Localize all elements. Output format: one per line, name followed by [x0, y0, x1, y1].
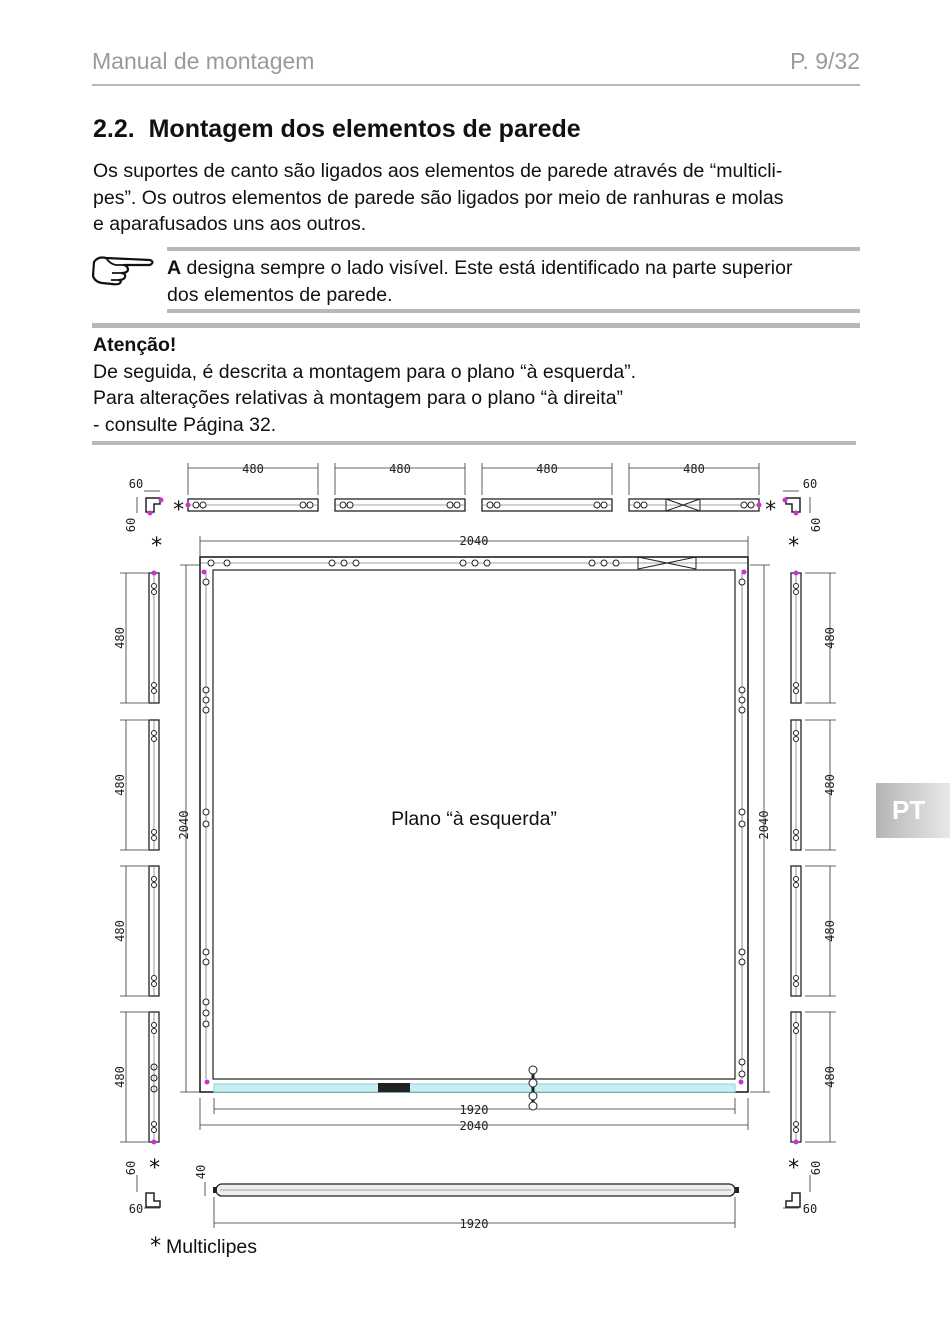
dim-rail-width: 1920: [459, 1217, 489, 1231]
asterisk-marker: *: [764, 498, 778, 523]
corner-pieces: [146, 498, 800, 1208]
dim-corner: 60: [128, 477, 144, 491]
language-tab: PT: [876, 783, 950, 838]
intro-line: Os suportes de canto são ligados aos elementos de parede através de “multicli-: [93, 160, 783, 182]
dim-corner: 60: [124, 1160, 138, 1176]
dim-side-piece: 480: [823, 1066, 837, 1088]
dim-side-piece: 480: [113, 627, 127, 649]
dim-side-piece: 480: [823, 627, 837, 649]
dim-rail-height: 40: [194, 1164, 208, 1180]
attention-line: Para alterações relativas à montagem para o plano “à direita”: [93, 387, 624, 409]
note-line: A designa sempre o lado visível. Este está identificado na parte superior: [167, 257, 793, 279]
asterisk-marker: *: [787, 534, 801, 559]
section-number: 2.2.: [93, 115, 135, 143]
top-wall-pieces: [186, 499, 762, 511]
dim-corner: 60: [802, 1202, 818, 1216]
dim-side-piece: 480: [823, 920, 837, 942]
bottom-rail: [213, 1184, 739, 1196]
asterisk-marker: *: [150, 534, 164, 559]
dim-total-width: 2040: [459, 534, 489, 548]
asterisk-marker: *: [148, 1156, 162, 1181]
dim-side-piece: 480: [113, 920, 127, 942]
legend-asterisk: *: [149, 1234, 163, 1259]
right-wall-pieces: [791, 571, 801, 1145]
dim-corner: 60: [809, 517, 823, 533]
plan-label: Plano “à esquerda”: [391, 808, 557, 830]
document-title: Manual de montagem: [92, 48, 315, 74]
intro-line: pes”. Os outros elementos de parede são ligados por meio de ranhuras e molas: [93, 186, 784, 209]
asterisk-marker: *: [787, 1156, 801, 1181]
dim-top-piece: 480: [242, 462, 264, 476]
page-number: P. 9/32: [790, 48, 860, 74]
asterisk-marker: *: [172, 498, 186, 523]
dim-top-piece: 480: [389, 462, 411, 476]
note-bold: A: [167, 257, 182, 279]
note-line: dos elementos de parede.: [167, 284, 393, 306]
dim-corner: 60: [124, 517, 138, 533]
dim-top-piece: 480: [536, 462, 558, 476]
legend-label: Multiclipes: [166, 1236, 258, 1258]
intro-line: e aparafusados uns aos outros.: [93, 213, 367, 235]
dim-total-height: 2040: [177, 810, 191, 840]
dim-top-piece: 480: [683, 462, 705, 476]
dim-side-piece: 480: [113, 774, 127, 796]
attention-title: Atenção!: [93, 334, 177, 356]
attention-line: De seguida, é descrita a montagem para o plano “à esquerda”.: [93, 360, 637, 383]
dim-corner: 60: [128, 1202, 144, 1216]
dim-total-height: 2040: [757, 810, 771, 840]
assembled-frame: [200, 557, 748, 1110]
dim-side-piece: 480: [113, 1066, 127, 1088]
dim-corner: 60: [802, 477, 818, 491]
dim-inner-width: 1920: [459, 1103, 489, 1117]
dim-side-piece: 480: [823, 774, 837, 796]
left-wall-pieces: [149, 571, 159, 1145]
dim-total-width-bottom: 2040: [459, 1119, 489, 1133]
section-title: Montagem dos elementos de parede: [148, 115, 581, 143]
attention-line: - consulte Página 32.: [93, 413, 277, 436]
dim-corner: 60: [809, 1160, 823, 1176]
